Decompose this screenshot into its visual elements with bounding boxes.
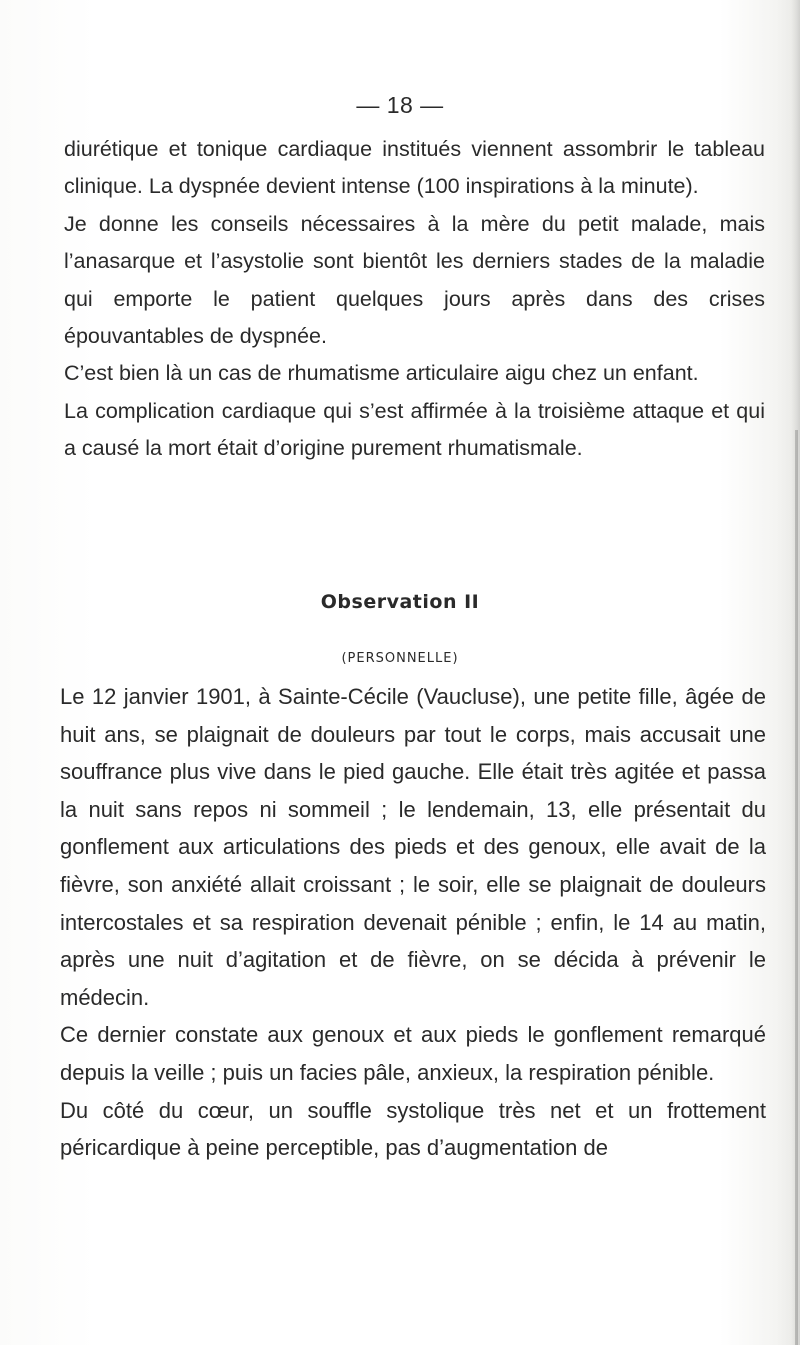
page-edge-strip — [795, 430, 798, 1345]
paragraph: Le 12 janvier 1901, à Sainte-Cécile (Vaucluse), une petite fille, âgée de huit ans, se plaignait de douleurs par tout le corps, mais accusait une souffrance plus vive dans le pied gauche. Elle était très agitée et passa la nuit sans repos ni sommeil ; le lendemain, 13, elle présentait du gonflement aux articulations des pieds et des genoux, elle avait de la fièvre, son anxiété allait croissant ; le soir, elle se plaignait de douleurs intercostales et sa respiration devenait pénible ; enfin, le 14 au matin, après une nuit d’agitation et de fièvre, on se décida à prévenir le médecin. — [60, 684, 766, 1010]
paragraph: Du côté du cœur, un souffle systolique très net et un frottement péricardique à peine perceptible, pas d’augmentation de — [60, 1097, 766, 1161]
paragraph: C’est bien là un cas de rhumatisme articulaire aigu chez un enfant. — [64, 361, 699, 386]
paragraph: La complication cardiaque qui s’est affirmée à la troisième attaque et qui a causé la mort était d’origine purement rhumatismale. — [64, 398, 765, 461]
observation-text — [60, 678, 766, 1167]
intro-text — [64, 131, 765, 468]
section-title: Observation II — [320, 591, 480, 613]
paragraph: diurétique et tonique cardiaque institués viennent assombrir le tableau clinique. La dyspnée devient intense (100 inspirations à la minute). — [64, 137, 765, 199]
paragraph: Je donne les conseils nécessaires à la mère du petit malade, mais l’anasarque et l’asystolie sont bientôt les derniers stades de la maladie qui emporte le patient quelques jours après dans des crises épouvantables de dyspnée. — [64, 211, 765, 349]
section-subtitle: (PERSONNELLE) — [341, 651, 459, 666]
page-number: — 18 — — [356, 92, 444, 118]
paragraph: Ce dernier constate aux genoux et aux pieds le gonflement remarqué depuis la veille ; puis un facies pâle, anxieux, la respiration pénible. — [60, 1022, 766, 1085]
